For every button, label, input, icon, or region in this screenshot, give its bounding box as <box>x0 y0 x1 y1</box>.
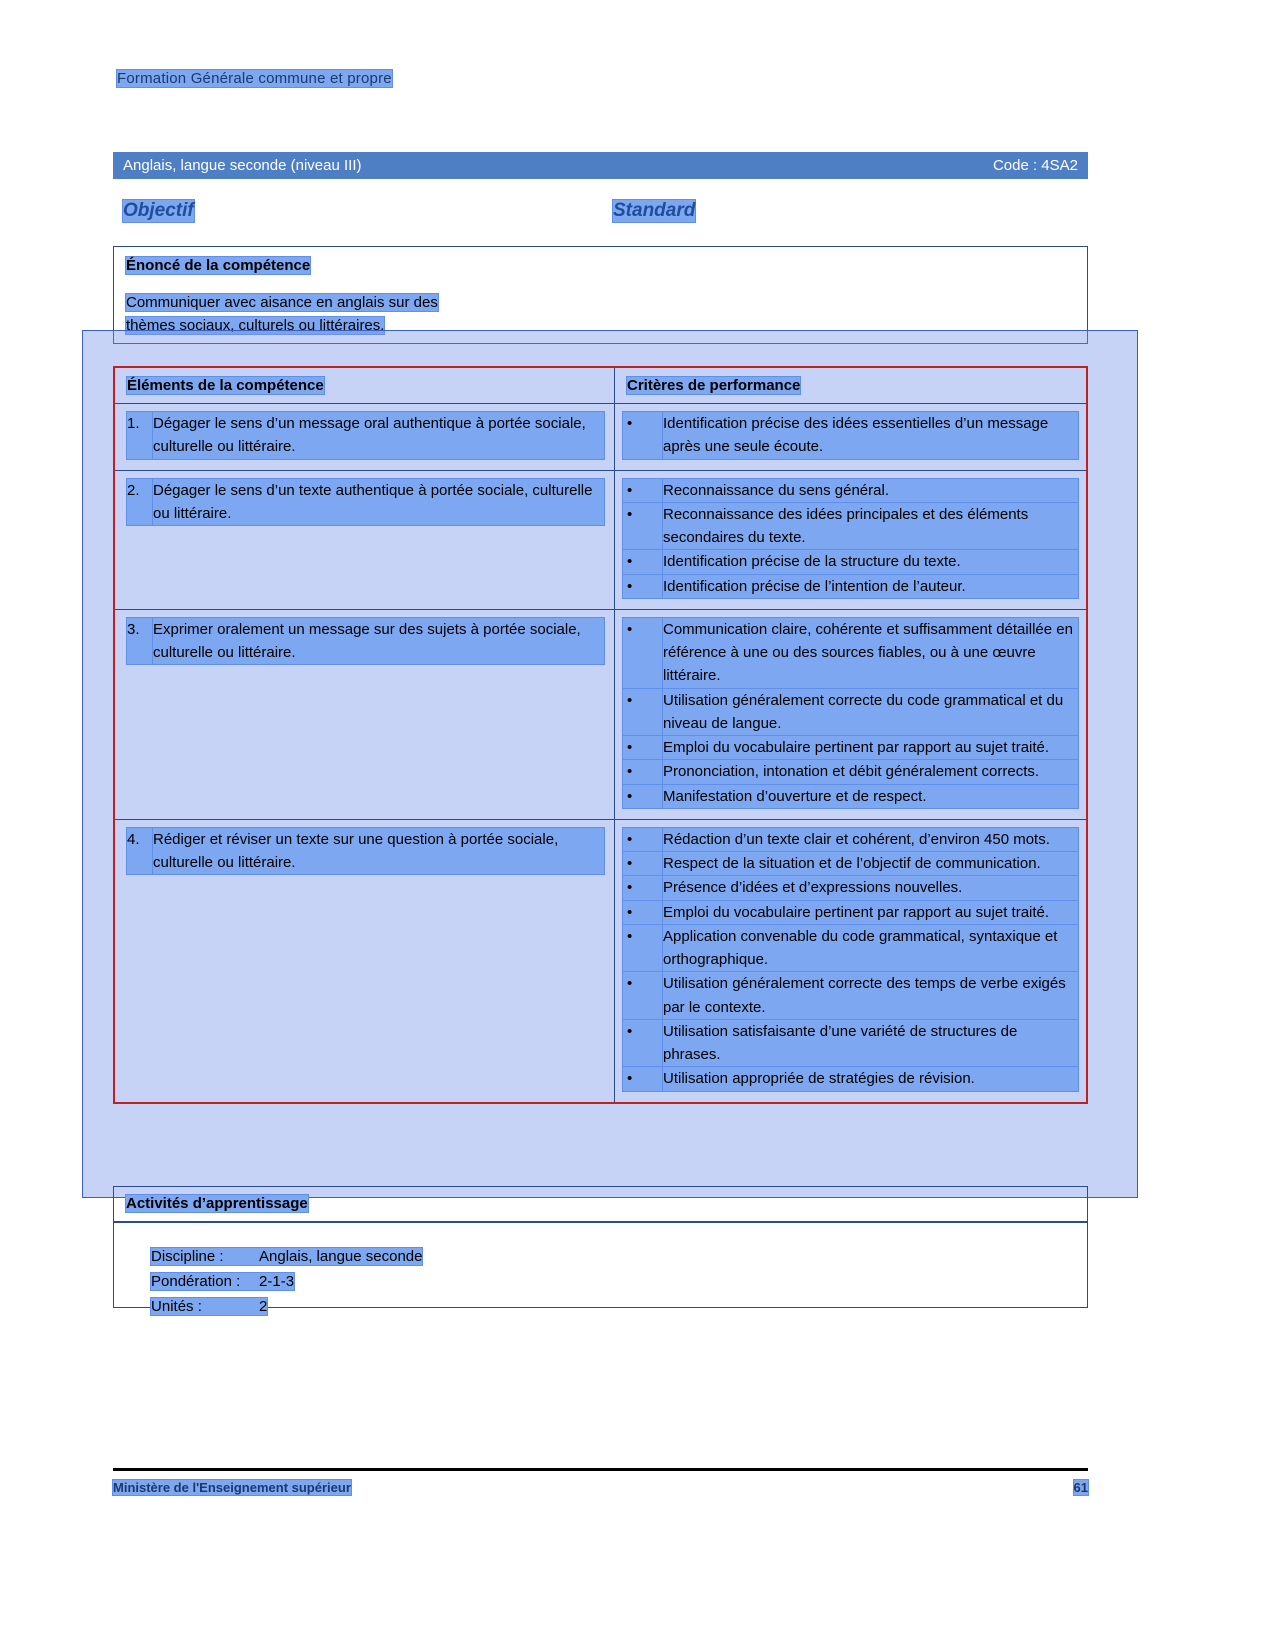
competence-statement-heading <box>126 257 310 274</box>
table-row <box>115 820 1086 1102</box>
criterion <box>623 972 1078 1019</box>
element-text: Dégager le sens d’un message oral authentique à portée sociale, culturelle ou littéraire. <box>153 412 604 459</box>
element-cell <box>115 471 615 609</box>
element-cell <box>115 610 615 819</box>
criterion-text: Reconnaissance des idées principales et des éléments secondaires du texte. <box>663 503 1078 550</box>
competence-table <box>113 366 1088 1104</box>
criterion-text: Utilisation appropriée de stratégies de révision. <box>663 1067 1078 1090</box>
element-cell <box>115 820 615 1102</box>
criterion <box>623 1020 1078 1067</box>
criterion-text: Rédaction d’un texte clair et cohérent, d’environ 450 mots. <box>663 828 1078 851</box>
element-item <box>127 412 604 459</box>
course-title-bar <box>113 152 1088 179</box>
criterion-text: Prononciation, intonation et débit généralement corrects. <box>663 760 1078 783</box>
element-number: 3. <box>127 618 153 665</box>
element-item <box>127 828 604 875</box>
criterion-text: Communication claire, cohérente et suffisamment détaillée en référence à une ou des sources fiables, ou à une œuvre littéraire. <box>663 618 1078 688</box>
element-item <box>127 479 604 526</box>
course-info-box <box>113 1222 1088 1315</box>
bullet-icon: • <box>623 1067 663 1090</box>
bullet-icon: • <box>623 760 663 783</box>
discipline-label: Discipline : <box>151 1248 224 1265</box>
bullet-icon: • <box>623 925 663 972</box>
bullet-icon: • <box>623 575 663 598</box>
bullet-icon: • <box>623 503 663 550</box>
ponderation-value: 2-1-3 <box>259 1273 295 1290</box>
column-header-objectif: Objectif <box>123 200 194 221</box>
criterion <box>623 876 1078 899</box>
criterion <box>623 550 1078 573</box>
table-row <box>115 471 1086 610</box>
bullet-icon: • <box>623 901 663 924</box>
criterion-text: Utilisation satisfaisante d’une variété de structures de phrases. <box>663 1020 1078 1067</box>
criteria-cell <box>615 404 1086 470</box>
unites-value: 2 <box>259 1298 268 1315</box>
criterion <box>623 479 1078 502</box>
bullet-icon: • <box>623 412 663 459</box>
bullet-icon: • <box>623 618 663 688</box>
course-title: Anglais, langue seconde (niveau III) <box>123 157 362 174</box>
element-number: 2. <box>127 479 153 526</box>
element-item <box>127 618 604 665</box>
criterion-text: Identification précise des idées essentielles d’un message après une seule écoute. <box>663 412 1078 459</box>
bullet-icon: • <box>623 852 663 875</box>
criterion <box>623 736 1078 759</box>
competence-statement-line-1-text: Communiquer avec aisance en anglais sur des <box>126 294 438 311</box>
criterion-text: Manifestation d’ouverture et de respect. <box>663 785 1078 808</box>
footer-ministry-text: Ministère de l'Enseignement supérieur <box>113 1480 351 1495</box>
criterion-text: Application convenable du code grammatical, syntaxique et orthographique. <box>663 925 1078 972</box>
ponderation-label: Pondération : <box>151 1273 241 1290</box>
competence-statement-line-2-text: thèmes sociaux, culturels ou littéraires. <box>126 317 385 334</box>
unites-label: Unités : <box>151 1298 202 1315</box>
criterion <box>623 1067 1078 1090</box>
competence-statement-line-1 <box>126 294 438 311</box>
criteria-cell <box>615 471 1086 609</box>
element-number: 1. <box>127 412 153 459</box>
criterion <box>623 828 1078 851</box>
table-header-criteria <box>615 368 1086 403</box>
element-cell <box>115 404 615 470</box>
criterion <box>623 618 1078 688</box>
criterion-text: Emploi du vocabulaire pertinent par rapport au sujet traité. <box>663 736 1078 759</box>
unites-line <box>126 1281 267 1332</box>
element-number: 4. <box>127 828 153 875</box>
discipline-value: Anglais, langue seconde <box>259 1248 423 1265</box>
element-text: Dégager le sens d’un texte authentique à portée sociale, culturelle ou littéraire. <box>153 479 604 526</box>
criterion-text: Respect de la situation et de l’objectif de communication. <box>663 852 1078 875</box>
bullet-icon: • <box>623 828 663 851</box>
running-head-text: Formation Générale commune et propre <box>117 70 392 87</box>
criterion <box>623 901 1078 924</box>
learning-activities-heading <box>126 1195 308 1212</box>
table-header-row <box>115 368 1086 404</box>
table-row <box>115 610 1086 820</box>
footer-ministry <box>113 1480 351 1495</box>
footer-page-number-text: 61 <box>1073 1480 1088 1495</box>
criterion-text: Identification précise de la structure du texte. <box>663 550 1078 573</box>
column-header-standard: Standard <box>613 200 696 221</box>
table-header-elements-text: Éléments de la compétence <box>127 377 324 394</box>
learning-activities-heading-text: Activités d’apprentissage <box>126 1195 308 1212</box>
criterion-text: Présence d’idées et d’expressions nouvelles. <box>663 876 1078 899</box>
criterion-text: Utilisation généralement correcte des temps de verbe exigés par le contexte. <box>663 972 1078 1019</box>
table-header-criteria-text: Critères de performance <box>627 377 801 394</box>
running-head <box>117 70 392 87</box>
criterion <box>623 785 1078 808</box>
criterion <box>623 412 1078 459</box>
bullet-icon: • <box>623 785 663 808</box>
bullet-icon: • <box>623 1020 663 1067</box>
element-text: Exprimer oralement un message sur des sujets à portée sociale, culturelle ou littéraire. <box>153 618 604 665</box>
element-text: Rédiger et réviser un texte sur une question à portée sociale, culturelle ou littéraire. <box>153 828 604 875</box>
bullet-icon: • <box>623 972 663 1019</box>
course-code: Code : 4SA2 <box>992 157 1078 174</box>
footer-divider <box>113 1468 1088 1471</box>
criteria-cell <box>615 610 1086 819</box>
criteria-cell <box>615 820 1086 1102</box>
criterion <box>623 575 1078 598</box>
criterion <box>623 503 1078 550</box>
bullet-icon: • <box>623 876 663 899</box>
criterion <box>623 760 1078 783</box>
bullet-icon: • <box>623 689 663 736</box>
table-header-elements <box>115 368 615 403</box>
competence-statement-heading-text: Énoncé de la compétence <box>126 257 311 274</box>
criterion <box>623 925 1078 972</box>
bullet-icon: • <box>623 479 663 502</box>
footer-page-number <box>1038 1480 1088 1495</box>
criterion <box>623 689 1078 736</box>
criterion-text: Identification précise de l’intention de l’auteur. <box>663 575 1078 598</box>
bullet-icon: • <box>623 550 663 573</box>
column-headers <box>118 200 1083 226</box>
bullet-icon: • <box>623 736 663 759</box>
criterion <box>623 852 1078 875</box>
criterion-text: Utilisation généralement correcte du code grammatical et du niveau de langue. <box>663 689 1078 736</box>
learning-activities-box <box>113 1186 1088 1222</box>
criterion-text: Emploi du vocabulaire pertinent par rapport au sujet traité. <box>663 901 1078 924</box>
criterion-text: Reconnaissance du sens général. <box>663 479 1078 502</box>
table-row <box>115 404 1086 471</box>
